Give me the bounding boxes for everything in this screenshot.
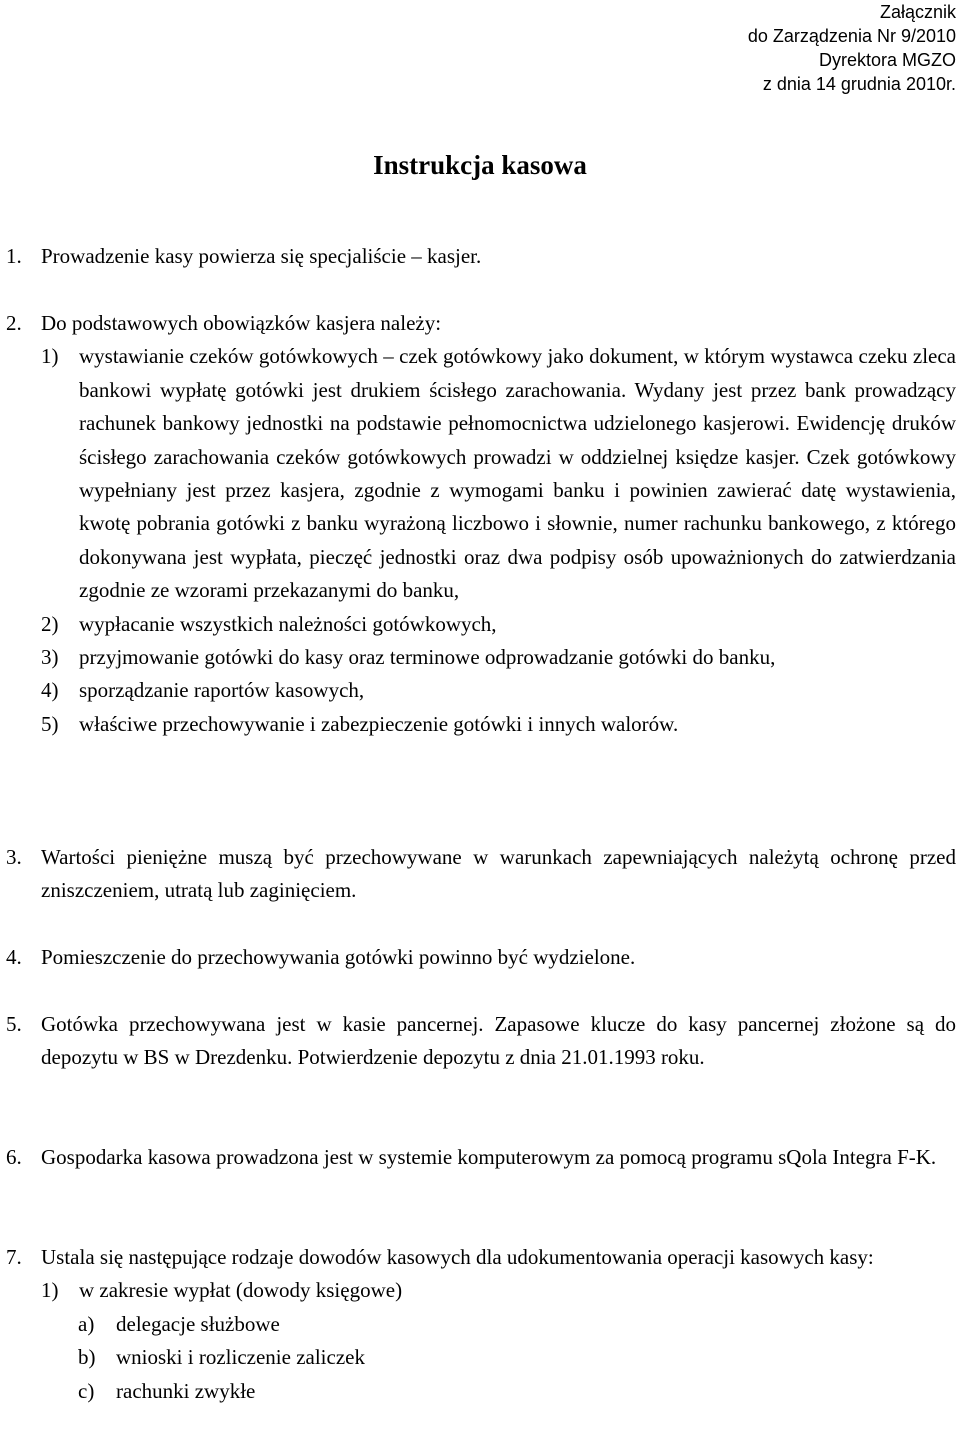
sub-sub-item-text: rachunki zwykłe xyxy=(116,1378,256,1403)
sub-item-text: wypłacanie wszystkich należności gotówkowych, xyxy=(79,611,497,636)
sub-item xyxy=(41,674,956,707)
sub-item-number: 1) xyxy=(41,344,59,369)
sub-sub-item-text: delegacje służbowe xyxy=(116,1311,280,1336)
sub-item-text: sporządzanie raportów kasowych, xyxy=(79,678,365,703)
sub-item-number: 4) xyxy=(41,678,59,703)
list-item-6 xyxy=(6,1141,956,1174)
list-item-7 xyxy=(6,1241,956,1408)
sub-item-text: właściwe przechowywanie i zabezpieczenie gotówki i innych walorów. xyxy=(79,711,679,736)
sub-sub-item xyxy=(41,1341,956,1374)
sub-item-number: 1) xyxy=(41,1278,59,1303)
header-line-date: z dnia 14 grudnia 2010r. xyxy=(762,74,956,94)
item-number: 7. xyxy=(6,1245,22,1269)
sub-item xyxy=(41,608,956,641)
sub-item xyxy=(41,708,956,741)
item-text: Wartości pieniężne muszą być przechowywane w warunkach zapewniających należytą ochronę przed zniszczeniem, utratą lub zaginięciem. xyxy=(41,845,956,903)
item-text: Pomieszczenie do przechowywania gotówki powinno być wydzielone. xyxy=(41,945,636,969)
sub-item-number: 3) xyxy=(41,645,59,670)
document-header xyxy=(748,0,956,96)
item-text: Gospodarka kasowa prowadzona jest w systemie komputerowym za pomocą programu sQola Integra F-K. xyxy=(41,1145,937,1169)
list-item-4 xyxy=(6,941,956,974)
sub-item-text: wystawianie czeków gotówkowych – czek gotówkowy jako dokument, w którym wystawca czeku zleca bankowi wypłatę gotówki jest drukiem ścisłego zarachowania. Wydany jest przez bank prowadzący rachunek bankowy jednostki na podstawie pełnomocnictwa udzielonego kasjerowi. Ewidencję druków ścisłego zarachowania czeków gotówkowych prowadzi w oddzielnej księdze kasjer. Czek gotówkowy wypełniany jest przez kasjera, zgodnie z wymogami banku i powinien zawierać datę wystawienia, kwotę pobrania gotówki z banku wyrażoną liczbowo i słownie, numer rachunku bankowego, z którego dokonywana jest wypłata, pieczęć jednostki oraz dwa podpisy osób upoważnionych do zatwierdzania zgodnie ze wzorami przekazanymi do banku, xyxy=(79,344,956,603)
page-title: Instrukcja kasowa xyxy=(373,150,587,180)
sub-sub-item-letter: b) xyxy=(78,1345,96,1370)
sub-item-text: w zakresie wypłat (dowody księgowe) xyxy=(79,1278,403,1303)
item-number: 6. xyxy=(6,1145,22,1169)
header-line-attachment: Załącznik xyxy=(879,2,956,22)
sub-sub-item-letter: a) xyxy=(78,1311,95,1336)
list-item-2 xyxy=(6,307,956,741)
item-number: 2. xyxy=(6,311,22,335)
sub-item-number: 5) xyxy=(41,711,59,736)
item-text: Prowadzenie kasy powierza się specjaliście – kasjer. xyxy=(41,244,482,268)
sub-item xyxy=(41,340,956,607)
item-number: 4. xyxy=(6,945,22,969)
item-text: Gotówka przechowywana jest w kasie pancernej. Zapasowe klucze do kasy pancernej złożone są do depozytu w BS w Drezdenku. Potwierdzenie depozytu z dnia 21.01.1993 roku. xyxy=(41,1012,956,1070)
list-item-5 xyxy=(6,1008,956,1075)
list-item-3 xyxy=(6,841,956,908)
item-intro: Ustala się następujące rodzaje dowodów kasowych dla udokumentowania operacji kasowych kasy: xyxy=(41,1245,874,1269)
sub-sub-item-letter: c) xyxy=(78,1378,95,1403)
sub-sub-item xyxy=(41,1308,956,1341)
item-number: 1. xyxy=(6,244,22,268)
sub-sub-item xyxy=(41,1375,956,1408)
item-number: 3. xyxy=(6,845,22,869)
item-number: 5. xyxy=(6,1012,22,1036)
sub-sub-item-text: wnioski i rozliczenie zaliczek xyxy=(116,1345,365,1370)
header-line-director: Dyrektora MGZO xyxy=(818,50,956,70)
list-item-1 xyxy=(6,240,956,273)
sub-item-text: przyjmowanie gotówki do kasy oraz terminowe odprowadzanie gotówki do banku, xyxy=(79,645,776,670)
sub-item-number: 2) xyxy=(41,611,59,636)
sub-item xyxy=(41,1274,956,1307)
item-intro: Do podstawowych obowiązków kasjera należy: xyxy=(41,311,442,335)
header-line-order: do Zarządzenia Nr 9/2010 xyxy=(747,26,956,46)
sub-item xyxy=(41,641,956,674)
